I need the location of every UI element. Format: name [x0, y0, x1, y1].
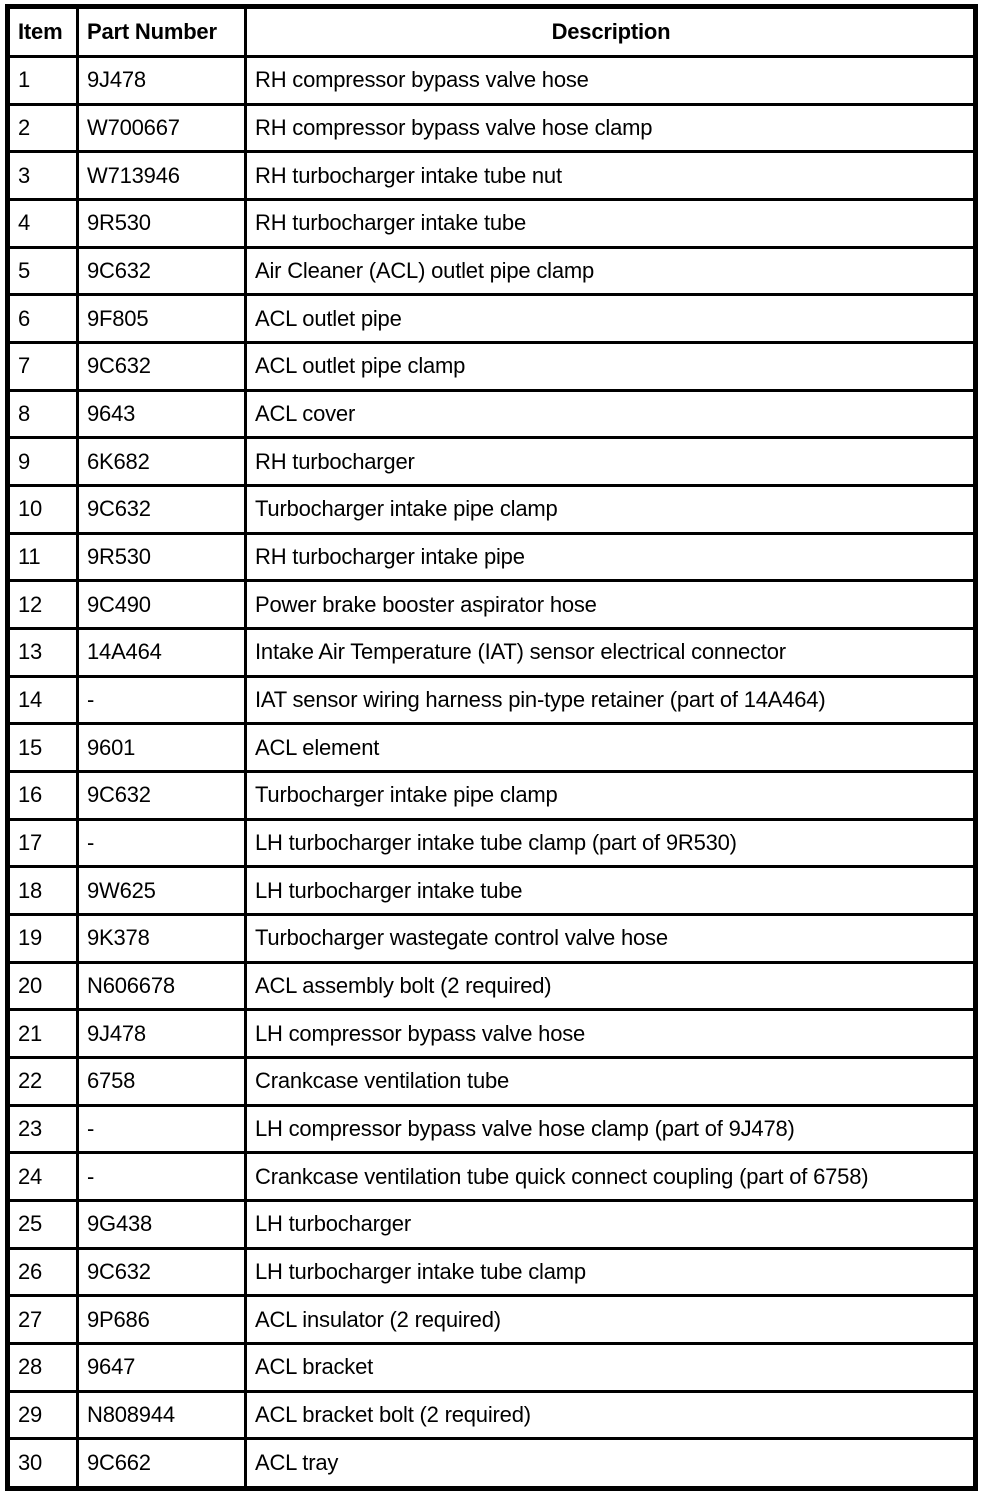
- item-cell: 23: [8, 1105, 78, 1153]
- parts-table-body: [8, 57, 976, 1489]
- description-cell: ACL bracket: [246, 1344, 976, 1392]
- table-row: [8, 819, 976, 867]
- description-cell: ACL element: [246, 724, 976, 772]
- table-row: [8, 676, 976, 724]
- item-cell: 15: [8, 724, 78, 772]
- part-number-cell: 9647: [78, 1344, 246, 1392]
- table-row: [8, 1201, 976, 1249]
- table-row: [8, 772, 976, 820]
- part-number-cell: -: [78, 1105, 246, 1153]
- part-number-cell: 9C490: [78, 581, 246, 629]
- table-row: [8, 1344, 976, 1392]
- item-cell: 22: [8, 1058, 78, 1106]
- table-row: [8, 200, 976, 248]
- description-cell: RH turbocharger intake tube nut: [246, 152, 976, 200]
- part-number-cell: 9P686: [78, 1296, 246, 1344]
- part-number-cell: 9F805: [78, 295, 246, 343]
- table-row: [8, 390, 976, 438]
- table-row: [8, 1058, 976, 1106]
- description-cell: ACL assembly bolt (2 required): [246, 962, 976, 1010]
- table-row: [8, 57, 976, 105]
- part-number-cell: 9C632: [78, 486, 246, 534]
- description-cell: ACL outlet pipe: [246, 295, 976, 343]
- part-number-cell: W700667: [78, 104, 246, 152]
- parts-table: [5, 4, 978, 1491]
- item-cell: 8: [8, 390, 78, 438]
- part-number-cell: 9C632: [78, 343, 246, 391]
- table-row: [8, 581, 976, 629]
- item-cell: 14: [8, 676, 78, 724]
- item-cell: 11: [8, 533, 78, 581]
- item-cell: 2: [8, 104, 78, 152]
- description-cell: RH turbocharger intake pipe: [246, 533, 976, 581]
- description-cell: Crankcase ventilation tube quick connect coupling (part of 6758): [246, 1153, 976, 1201]
- item-cell: 18: [8, 867, 78, 915]
- part-number-cell: 6K682: [78, 438, 246, 486]
- description-cell: RH turbocharger: [246, 438, 976, 486]
- item-cell: 19: [8, 915, 78, 963]
- item-cell: 21: [8, 1010, 78, 1058]
- part-number-cell: N808944: [78, 1391, 246, 1439]
- description-cell: Crankcase ventilation tube: [246, 1058, 976, 1106]
- description-cell: LH turbocharger: [246, 1201, 976, 1249]
- table-row: [8, 962, 976, 1010]
- table-row: [8, 533, 976, 581]
- part-number-cell: 9C632: [78, 772, 246, 820]
- item-cell: 3: [8, 152, 78, 200]
- part-number-cell: 9643: [78, 390, 246, 438]
- part-number-cell: 9601: [78, 724, 246, 772]
- item-cell: 12: [8, 581, 78, 629]
- part-number-cell: 6758: [78, 1058, 246, 1106]
- part-number-cell: 9G438: [78, 1201, 246, 1249]
- item-cell: 13: [8, 629, 78, 677]
- part-number-cell: 9C632: [78, 1248, 246, 1296]
- table-row: [8, 1153, 976, 1201]
- item-cell: 5: [8, 247, 78, 295]
- part-number-cell: 9R530: [78, 533, 246, 581]
- column-header-description: Description: [246, 7, 976, 57]
- item-cell: 10: [8, 486, 78, 534]
- part-number-cell: 9J478: [78, 57, 246, 105]
- table-row: [8, 247, 976, 295]
- column-header-item: Item: [8, 7, 78, 57]
- table-row: [8, 152, 976, 200]
- item-cell: 1: [8, 57, 78, 105]
- item-cell: 9: [8, 438, 78, 486]
- item-cell: 30: [8, 1439, 78, 1489]
- part-number-cell: -: [78, 819, 246, 867]
- description-cell: LH turbocharger intake tube: [246, 867, 976, 915]
- item-cell: 25: [8, 1201, 78, 1249]
- table-row: [8, 867, 976, 915]
- description-cell: RH turbocharger intake tube: [246, 200, 976, 248]
- description-cell: ACL outlet pipe clamp: [246, 343, 976, 391]
- column-header-part-number: Part Number: [78, 7, 246, 57]
- table-row: [8, 1248, 976, 1296]
- table-row: [8, 915, 976, 963]
- item-cell: 7: [8, 343, 78, 391]
- description-cell: ACL insulator (2 required): [246, 1296, 976, 1344]
- table-row: [8, 1439, 976, 1489]
- item-cell: 29: [8, 1391, 78, 1439]
- description-cell: LH turbocharger intake tube clamp: [246, 1248, 976, 1296]
- part-number-cell: 9R530: [78, 200, 246, 248]
- description-cell: Turbocharger wastegate control valve hose: [246, 915, 976, 963]
- parts-table-header: [8, 7, 976, 57]
- part-number-cell: 14A464: [78, 629, 246, 677]
- description-cell: RH compressor bypass valve hose clamp: [246, 104, 976, 152]
- table-row: [8, 1010, 976, 1058]
- table-row: [8, 1296, 976, 1344]
- description-cell: Air Cleaner (ACL) outlet pipe clamp: [246, 247, 976, 295]
- description-cell: IAT sensor wiring harness pin-type retainer (part of 14A464): [246, 676, 976, 724]
- item-cell: 28: [8, 1344, 78, 1392]
- table-row: [8, 438, 976, 486]
- item-cell: 27: [8, 1296, 78, 1344]
- item-cell: 24: [8, 1153, 78, 1201]
- description-cell: ACL cover: [246, 390, 976, 438]
- description-cell: RH compressor bypass valve hose: [246, 57, 976, 105]
- item-cell: 4: [8, 200, 78, 248]
- header-row: [8, 7, 976, 57]
- table-row: [8, 629, 976, 677]
- item-cell: 20: [8, 962, 78, 1010]
- part-number-cell: 9W625: [78, 867, 246, 915]
- description-cell: ACL tray: [246, 1439, 976, 1489]
- part-number-cell: 9C632: [78, 247, 246, 295]
- item-cell: 17: [8, 819, 78, 867]
- part-number-cell: 9J478: [78, 1010, 246, 1058]
- part-number-cell: 9C662: [78, 1439, 246, 1489]
- part-number-cell: W713946: [78, 152, 246, 200]
- description-cell: LH compressor bypass valve hose clamp (part of 9J478): [246, 1105, 976, 1153]
- description-cell: Turbocharger intake pipe clamp: [246, 486, 976, 534]
- part-number-cell: N606678: [78, 962, 246, 1010]
- item-cell: 6: [8, 295, 78, 343]
- table-row: [8, 1105, 976, 1153]
- table-row: [8, 343, 976, 391]
- table-row: [8, 104, 976, 152]
- table-row: [8, 724, 976, 772]
- part-number-cell: -: [78, 676, 246, 724]
- description-cell: ACL bracket bolt (2 required): [246, 1391, 976, 1439]
- table-row: [8, 486, 976, 534]
- item-cell: 26: [8, 1248, 78, 1296]
- description-cell: Turbocharger intake pipe clamp: [246, 772, 976, 820]
- item-cell: 16: [8, 772, 78, 820]
- part-number-cell: 9K378: [78, 915, 246, 963]
- description-cell: Power brake booster aspirator hose: [246, 581, 976, 629]
- description-cell: LH turbocharger intake tube clamp (part of 9R530): [246, 819, 976, 867]
- table-row: [8, 1391, 976, 1439]
- description-cell: Intake Air Temperature (IAT) sensor electrical connector: [246, 629, 976, 677]
- table-row: [8, 295, 976, 343]
- description-cell: LH compressor bypass valve hose: [246, 1010, 976, 1058]
- part-number-cell: -: [78, 1153, 246, 1201]
